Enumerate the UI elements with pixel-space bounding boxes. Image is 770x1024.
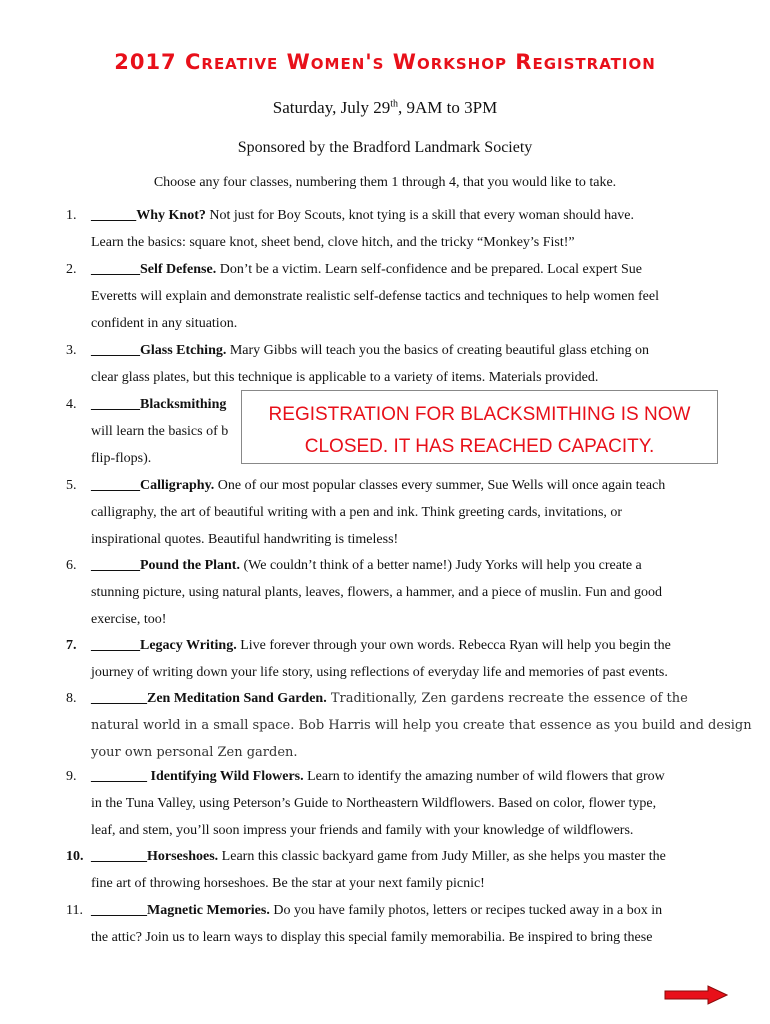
rank-blank[interactable]: _______ bbox=[91, 262, 140, 277]
rank-blank[interactable]: ________ bbox=[91, 769, 147, 784]
item-number: 1. bbox=[66, 208, 77, 223]
item-text: stunning picture, using natural plants, leaves, flowers, a hammer, and a piece of muslin. Fun and good bbox=[91, 585, 662, 600]
item-number: 6. bbox=[66, 558, 77, 573]
item-text: natural world in a small space. Bob Harris will help you create that essence as you build and design bbox=[91, 718, 752, 733]
class-name: Calligraphy. bbox=[140, 478, 215, 493]
item-text: your own personal Zen garden. bbox=[91, 745, 298, 760]
item-text: calligraphy, the art of beautiful writing with a pen and ink. Think greeting cards, invitations, or bbox=[91, 505, 623, 520]
right-arrow-icon[interactable] bbox=[664, 985, 728, 1005]
item-text: leaf, and stem, you’ll soon impress your friends and family with your knowledge of wildflowers. bbox=[91, 823, 634, 838]
rank-blank[interactable]: ________ bbox=[91, 849, 147, 864]
rank-blank[interactable]: ______ bbox=[91, 208, 137, 223]
class-name: Zen Meditation Sand Garden. bbox=[147, 691, 327, 706]
class-name: Identifying Wild Flowers. bbox=[147, 769, 304, 784]
item-number: 4. bbox=[66, 397, 77, 412]
instructions: Choose any four classes, numbering them 1 through 4, that you would like to take. bbox=[153, 175, 617, 190]
rank-blank[interactable]: _______ bbox=[91, 558, 140, 573]
capacity-notice: REGISTRATION FOR BLACKSMITHING IS NOW CLOSED. IT HAS REACHED CAPACITY. bbox=[241, 390, 718, 464]
rank-blank[interactable]: _______ bbox=[91, 478, 140, 493]
item-text: inspirational quotes. Beautiful handwriting is timeless! bbox=[91, 532, 399, 547]
class-name: Glass Etching. bbox=[140, 343, 227, 358]
item-number: 7. bbox=[66, 638, 77, 653]
item-number: 11. bbox=[66, 903, 83, 918]
item-number: 2. bbox=[66, 262, 77, 277]
class-name: Legacy Writing. bbox=[140, 638, 237, 653]
class-name: Self Defense. bbox=[140, 262, 217, 277]
item-number: 8. bbox=[66, 691, 77, 706]
rank-blank[interactable]: _______ bbox=[91, 638, 140, 653]
event-date: Saturday, July 29th, 9AM to 3PM bbox=[272, 98, 498, 117]
class-name: Horseshoes. bbox=[147, 849, 219, 864]
item-number: 5. bbox=[66, 478, 77, 493]
item-text: the attic? Join us to learn ways to display this special family memorabilia. Be inspired to bring these bbox=[91, 930, 653, 945]
item-number: 10. bbox=[66, 849, 84, 864]
rank-blank[interactable]: _______ bbox=[91, 397, 140, 412]
sponsor-line: Sponsored by the Bradford Landmark Society bbox=[237, 139, 533, 156]
item-text: Everetts will explain and demonstrate realistic self-defense tactics and techniques to help women feel bbox=[91, 289, 659, 304]
item-number: 9. bbox=[66, 769, 77, 784]
item-text: in the Tuna Valley, using Peterson’s Guide to Northeastern Wildflowers. Based on color, flower type, bbox=[91, 796, 657, 811]
item-text: fine art of throwing horseshoes. Be the star at your next family picnic! bbox=[91, 876, 485, 891]
item-text: journey of writing down your life story, using reflections of everyday life and memories of past events. bbox=[91, 665, 668, 680]
rank-blank[interactable]: _______ bbox=[91, 343, 140, 358]
rank-blank[interactable]: ________ bbox=[91, 903, 147, 918]
class-name: Magnetic Memories. bbox=[147, 903, 270, 918]
item-text: confident in any situation. bbox=[91, 316, 238, 331]
class-name: Pound the Plant. bbox=[140, 558, 240, 573]
class-name: Blacksmithing bbox=[140, 397, 227, 412]
item-text: will learn the basics of b bbox=[91, 424, 229, 439]
class-name: Why Knot? bbox=[136, 208, 206, 223]
item-number: 3. bbox=[66, 343, 77, 358]
item-text: flip-flops). bbox=[91, 451, 152, 466]
page-title: 2017 Creative Women's Workshop Registration bbox=[114, 50, 656, 74]
item-text: exercise, too! bbox=[91, 612, 167, 627]
item-text: Learn the basics: square knot, sheet bend, clove hitch, and the tricky “Monkey’s Fist!” bbox=[91, 235, 575, 250]
item-text: clear glass plates, but this technique is applicable to a variety of items. Materials provided. bbox=[91, 370, 599, 385]
rank-blank[interactable]: ________ bbox=[91, 691, 147, 706]
